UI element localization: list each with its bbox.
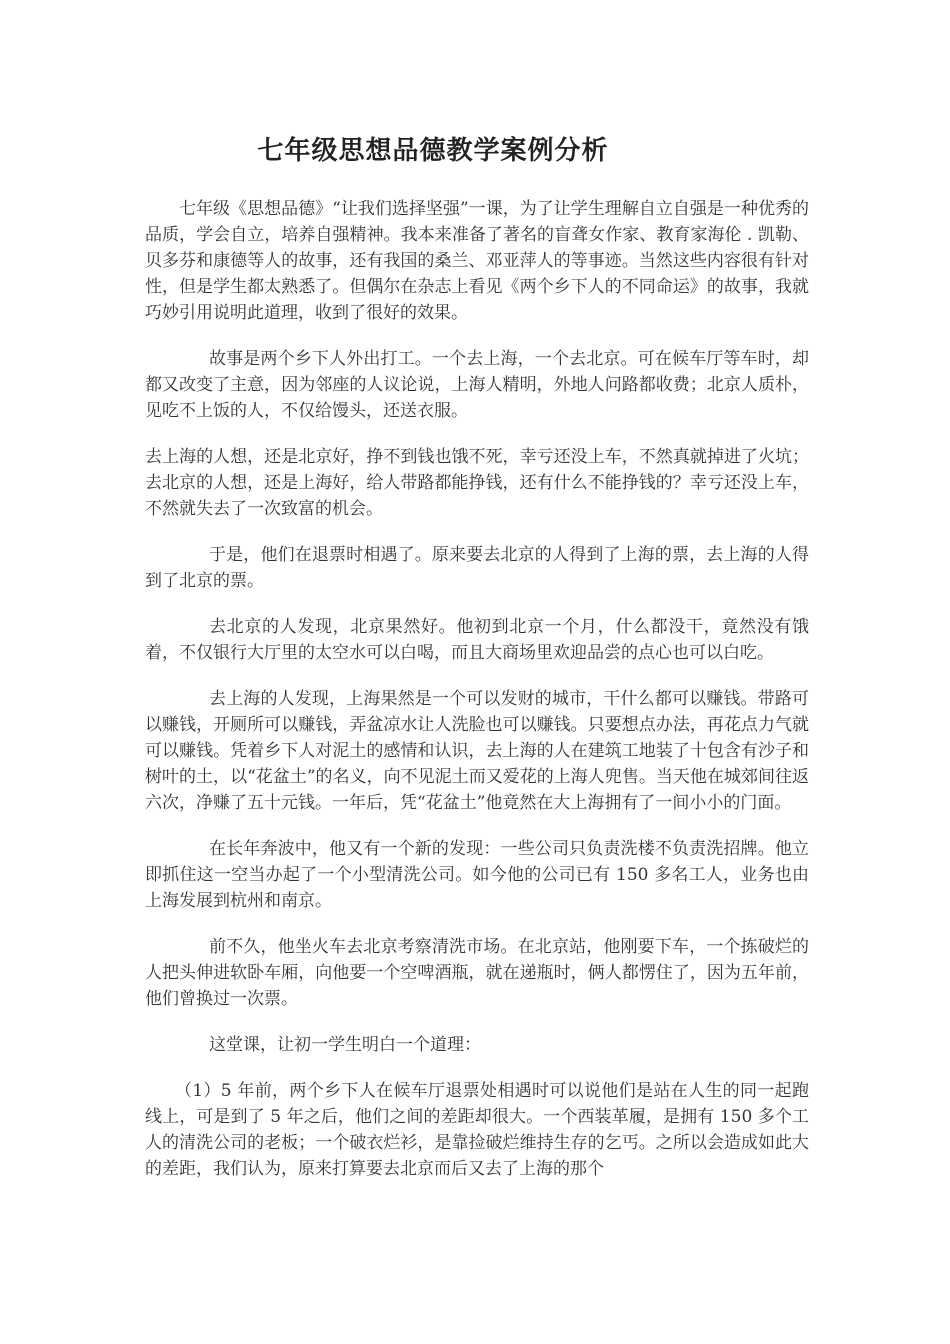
paragraph-ticket-swap: 于是，他们在退票时相遇了。原来要去北京的人得到了上海的票，去上海的人得到了北京的票。 — [145, 545, 809, 591]
page-title: 七年级思想品德教学案例分析 — [257, 136, 609, 166]
paragraph-intro: 七年级《思想品德》“让我们选择坚强”一课，为了让学生理解自立自强是一种优秀的品质，学会自立，培养自强精神。我本来准备了著名的盲聋女作家、教育家海伦 . 凯勒、贝多芬和康德等人的故事，还有我国的桑兰、邓亚萍人的等事迹。当然这些内容很有针对性，但是学生都太熟悉了。但偶尔在杂志上看见《两个乡下人的不同命运》的故事，我就巧妙引用说明此道理，收到了很好的效果。 — [145, 199, 809, 323]
paragraph-thoughts: 去上海的人想，还是北京好，挣不到钱也饿不死，幸亏还没上车，不然真就掉进了火坑；去北京的人想，还是上海好，给人带路都能挣钱，还有什么不能挣钱的？幸亏还没上车，不然就失去了一次致富的机会。 — [145, 447, 809, 519]
paragraph-lesson: 这堂课，让初一学生明白一个道理： — [209, 1035, 481, 1055]
paragraph-story-start: 故事是两个乡下人外出打工。一个去上海，一个去北京。可在候车厅等车时，却都又改变了主意，因为邻座的人议论说，上海人精明，外地人问路都收费；北京人质朴，见吃不上饭的人，不仅给馒头，还送衣服。 — [145, 349, 809, 421]
paragraph-reunion: 前不久，他坐火车去北京考察清洗市场。在北京站，他刚要下车，一个拣破烂的人把头伸进软卧车厢，向他要一个空啤酒瓶，就在递瓶时，俩人都愣住了，因为五年前，他们曾换过一次票。 — [145, 937, 809, 1009]
paragraph-shanghai: 去上海的人发现，上海果然是一个可以发财的城市，干什么都可以赚钱。带路可以赚钱，开厕所可以赚钱，弄盆凉水让人洗脸也可以赚钱。只要想点办法，再花点力气就可以赚钱。凭着乡下人对泥土的感情和认识，去上海的人在建筑工地装了十包含有沙子和树叶的土，以“花盆土”的名义，向不见泥土而又爱花的上海人兜售。当天他在城郊间往返六次，净赚了五十元钱。一年后，凭“花盆土”他竟然在大上海拥有了一间小小的门面。 — [145, 689, 809, 813]
paragraph-beijing: 去北京的人发现，北京果然好。他初到北京一个月，什么都没干，竟然没有饿着，不仅银行大厅里的太空水可以白喝，而且大商场里欢迎品尝的点心也可以白吃。 — [145, 617, 809, 663]
paragraph-cleaning-company: 在长年奔波中，他又有一个新的发现：一些公司只负责洗楼不负责洗招牌。他立即抓住这一空当办起了一个小型清洗公司。如今他的公司已有 150 多名工人，业务也由上海发展到杭州和南京。 — [145, 839, 809, 911]
paragraph-point-one: （1）5 年前，两个乡下人在候车厅退票处相遇时可以说他们是站在人生的同一起跑线上，可是到了 5 年之后，他们之间的差距却很大。一个西装革履，是拥有 150 多个工人的清洗公司的老板；一个破衣烂衫，是靠捡破烂维持生存的乞丐。之所以会造成如此大的差距，我们认为，原来打算要去北京而后又去了上海的那个 — [145, 1081, 809, 1179]
document-body — [145, 196, 809, 1202]
